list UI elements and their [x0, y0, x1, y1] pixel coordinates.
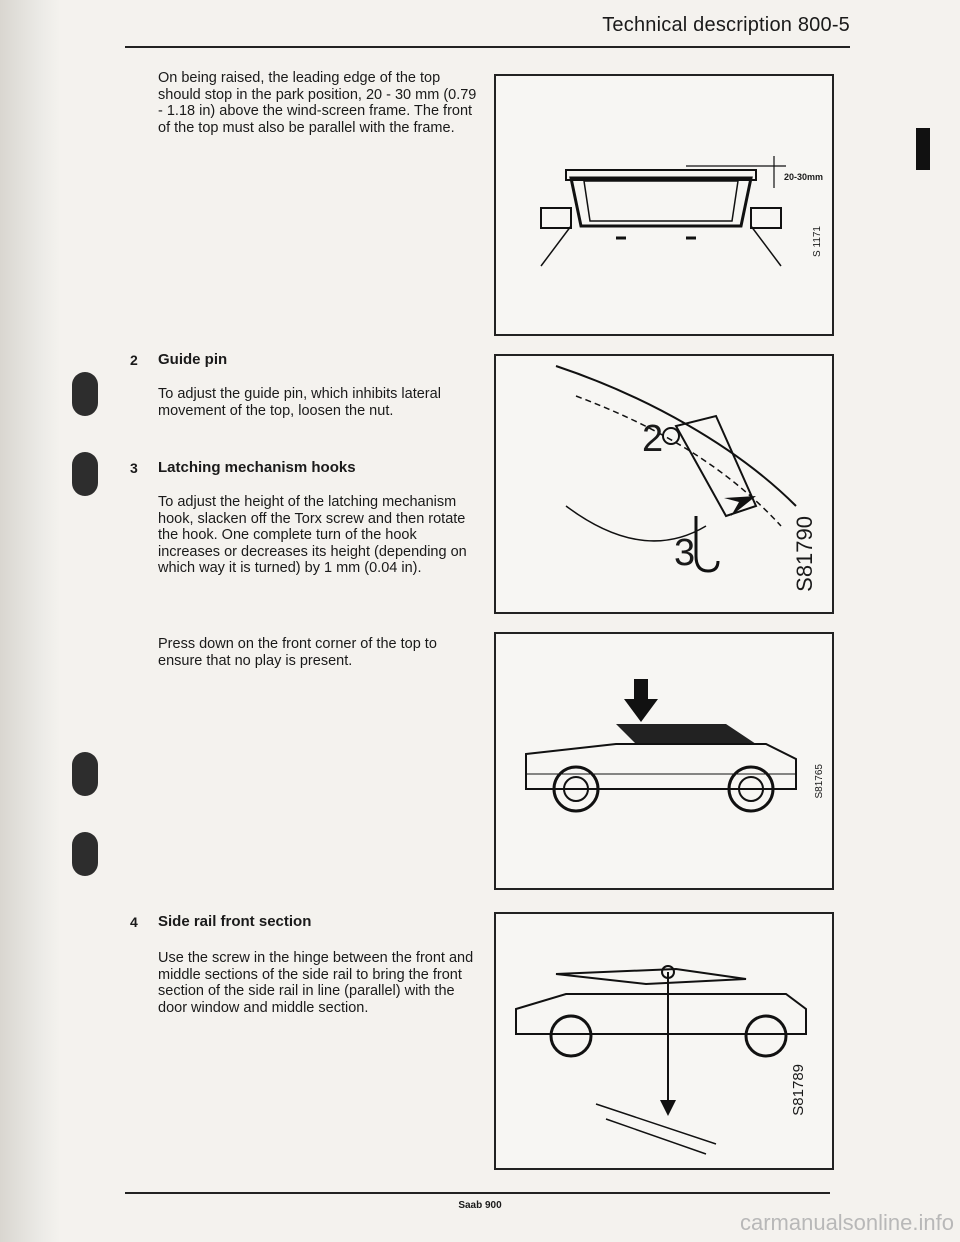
- intro-paragraph: On being raised, the leading edge of the top should stop in the park position, 20 - 30 mm (0.79 - 1.18 in) above the wind-screen frame. The front of the top must also be parallel with the frame.: [158, 70, 477, 136]
- figure-windscreen: [494, 74, 834, 336]
- binder-hole: [72, 832, 98, 876]
- item-number: 4: [130, 914, 138, 930]
- item-body: To adjust the height of the latching mechanism hook, slacken off the Torx screw and then rotate the hook. One complete turn of the hook increases or decreases its height (depending on which way it is turned) by 1 mm (0.04 in).: [158, 494, 467, 576]
- figure-code: S81790: [792, 516, 817, 592]
- figure-side-rail: [494, 912, 834, 1170]
- item-number: 3: [130, 460, 138, 476]
- header-rule: [125, 46, 850, 48]
- binder-hole: [72, 372, 98, 416]
- figure-code: S 1171: [812, 226, 823, 257]
- side-rail-diagram: [496, 914, 832, 1168]
- footer-rule: [125, 1192, 830, 1194]
- figure-code: S81789: [790, 1064, 807, 1116]
- binder-hole: [72, 752, 98, 796]
- item-number: 2: [130, 352, 138, 368]
- item-title: Guide pin: [158, 351, 228, 368]
- figure-press-down: [494, 632, 834, 890]
- item-title: Latching mechanism hooks: [158, 459, 356, 476]
- item-body: Use the screw in the hinge between the front and middle sections of the side rail to bring the front section of the side rail in line (parallel) with the door window and middle section.: [158, 950, 474, 1016]
- item-body: To adjust the guide pin, which inhibits lateral movement of the top, loosen the nut.: [158, 386, 441, 419]
- callout-label: 3: [674, 532, 696, 574]
- press-note: Press down on the front corner of the top to ensure that no play is present.: [158, 636, 437, 669]
- page-title: Technical description 800-5: [602, 14, 850, 36]
- binder-hole: [72, 452, 98, 496]
- figure-latch-hooks: [494, 354, 834, 614]
- section-tab: [916, 128, 930, 170]
- callout-label: 2: [642, 418, 664, 460]
- binder-edge: [0, 0, 60, 1242]
- figure-code: S81765: [814, 764, 825, 799]
- footer-text: Saab 900: [458, 1200, 502, 1211]
- item-title: Side rail front section: [158, 913, 312, 930]
- car-press-diagram: [496, 634, 832, 888]
- windscreen-diagram: [496, 76, 832, 334]
- latch-diagram: [496, 356, 832, 612]
- watermark: carmanualsonline.info: [739, 1210, 954, 1235]
- dimension-label: 20-30mm: [784, 172, 824, 182]
